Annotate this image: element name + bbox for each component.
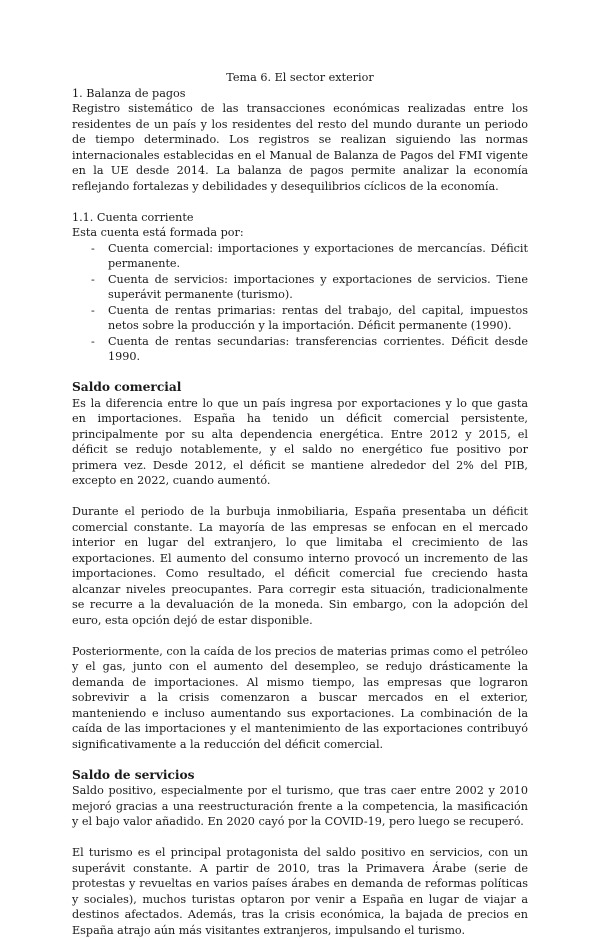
list-item: - Cuenta de servicios: importaciones y exportaciones de servicios. Tiene superávit permanente (turismo).	[91, 272, 528, 303]
paragraph-saldo-comercial-1: Es la diferencia entre lo que un país ingresa por exportaciones y lo que gasta en importaciones. España ha tenido un déficit comercial persistente, principalmente por su alta dependencia energética. Entre 2012 y 2015, el déficit se redujo notablemente, y el saldo no energético fue positivo por primera vez. Desde 2012, el déficit se mantiene alrededor del 2% del PIB, excepto en 2022, cuando aumentó.	[72, 396, 528, 487]
section-heading-cuenta-corriente: 1.1. Cuenta corriente	[72, 210, 194, 224]
spacer	[72, 365, 528, 381]
paragraph-saldo-servicios-2: El turismo es el principal protagonista del saldo positivo en servicios, con un superávit constante. A partir de 2010, tras la Primavera Árabe (serie de protestas y revueltas en varios países árabes en demanda de reformas políticas y sociales), muchos turistas optaron por venir a España en lugar de viajar a destinos afectados. Además, tras la crisis económica, la bajada de precios en España atrajo aún más visitantes extranjeros, impulsando el turismo.	[72, 846, 528, 937]
spacer	[72, 489, 528, 505]
paragraph-saldo-servicios-1: Saldo positivo, especialmente por el turismo, que tras caer entre 2002 y 2010 mejoró gracias a una reestructuración frente a la competencia, la masificación y el bajo valor añadido. En 2020 cayó por la COVID-19, pero luego se recuperó.	[72, 784, 528, 828]
paragraph-saldo-comercial-2: Durante el periodo de la burbuja inmobiliaria, España presentaba un déficit comercial constante. La mayoría de las empresas se enfocan en el mercado interior en lugar del extranjero, lo que limitaba el crecimiento de las exportaciones. El aumento del consumo interno provocó un incremento de las importaciones. Como resultado, el déficit comercial fue creciendo hasta alcanzar niveles preocupantes. Para corregir esta situación, tradicionalmente se recurre a la devaluación de la moneda. Sin embargo, con la adopción del euro, esta opción dejó de estar disponible.	[72, 505, 528, 627]
spacer	[72, 628, 528, 644]
spacer	[72, 830, 528, 846]
list-item: - Cuenta de rentas primarias: rentas del trabajo, del capital, impuestos netos sobre la producción y la importación. Déficit permanente (1990).	[91, 303, 528, 334]
section-heading-balanza: 1. Balanza de pagos	[72, 86, 186, 100]
list-item: - Cuenta comercial: importaciones y exportaciones de mercancías. Déficit permanente.	[91, 241, 528, 272]
list-item: - Cuenta de rentas secundarias: transferencias corrientes. Déficit desde 1990.	[91, 334, 528, 365]
paragraph-balanza: Registro sistemático de las transacciones económicas realizadas entre los residentes de un país y los residentes del resto del mundo durante un periodo de tiempo determinado. Los registros se realizan siguiendo las normas internacionales establecidas en el Manual de Balanza de Pagos del FMI vigente en la UE desde 2014. La balanza de pagos permite analizar la economía reflejando fortalezas y debilidades y desequilibrios cíclicos de la economía.	[72, 102, 528, 193]
document-title: Tema 6. El sector exterior	[226, 71, 374, 84]
document-page	[72, 70, 528, 938]
spacer	[72, 752, 528, 768]
spacer	[72, 194, 528, 210]
paragraph-saldo-comercial-3: Posteriormente, con la caída de los precios de materias primas como el petróleo y el gas, junto con el aumento del desempleo, se redujo drásticamente la demanda de importaciones. Al mismo tiempo, las empresas que lograron sobrevivir a la crisis comenzaron a buscar mercados en el exterior, manteniendo e incluso aumentando sus exportaciones. La combinación de la caída de las importaciones y el mantenimiento de las exportaciones contribuyó significativamente a la reducción del déficit comercial.	[72, 644, 529, 751]
section-heading-saldo-comercial: Saldo comercial	[72, 380, 182, 394]
section-heading-saldo-servicios: Saldo de servicios	[72, 767, 195, 782]
cuenta-corriente-intro: Esta cuenta está formada por:	[72, 226, 244, 239]
cuenta-corriente-list	[72, 241, 528, 365]
